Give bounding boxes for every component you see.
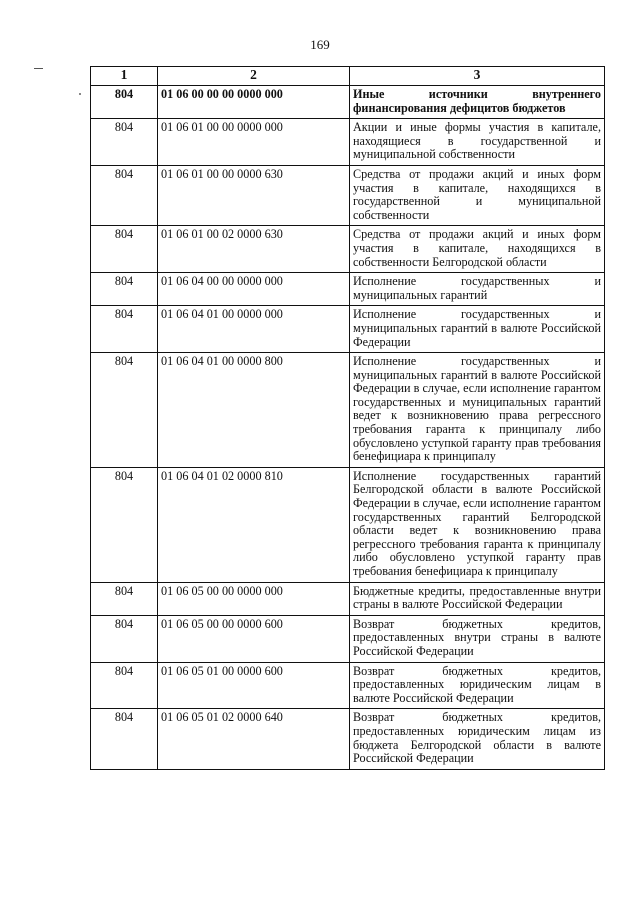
description-cell: Возврат бюджетных кредитов, предоставленных юридическим лицам в валюте Российской Федерации: [350, 662, 605, 709]
table-row: [91, 467, 605, 582]
description-cell: Исполнение государственных и муниципальных гарантий: [350, 273, 605, 306]
margin-dot: [79, 93, 81, 95]
table-row: [91, 273, 605, 306]
description-cell: Акции и иные формы участия в капитале, находящиеся в государственной и муниципальной собственности: [350, 119, 605, 166]
description-cell: Средства от продажи акций и иных форм участия в капитале, находящихся в государственной и муниципальной собственности: [350, 165, 605, 225]
table-row: [91, 615, 605, 662]
description-cell: Средства от продажи акций и иных форм участия в капитале, находящихся в собственности Белгородской области: [350, 226, 605, 273]
description-cell: Исполнение государственных и муниципальных гарантий в валюте Российской Федерации в случае, если исполнение гарантом государственных и муниципальных гарантий ведет к возникновению права регрессного требования гаранта к принципалу либо обусловлено уступкой гаранту прав требования бенефициара к принципалу: [350, 353, 605, 468]
budget-sources-table: [90, 66, 605, 770]
budget-code-cell: 01 06 01 00 00 0000 000: [158, 119, 350, 166]
table-row: [91, 226, 605, 273]
budget-code-cell: 01 06 01 00 02 0000 630: [158, 226, 350, 273]
table-row: [91, 582, 605, 615]
budget-code-cell: 01 06 04 01 00 0000 000: [158, 306, 350, 353]
budget-code-cell: 01 06 05 00 00 0000 600: [158, 615, 350, 662]
admin-code-cell: 804: [91, 226, 158, 273]
table-row: [91, 709, 605, 769]
header-col-1: 1: [91, 67, 158, 86]
description-cell: Возврат бюджетных кредитов, предоставленных юридическим лицам из бюджета Белгородской области в валюте Российской Федерации: [350, 709, 605, 769]
admin-code-cell: 804: [91, 86, 158, 119]
budget-code-cell: 01 06 04 01 02 0000 810: [158, 467, 350, 582]
header-col-2: 2: [158, 67, 350, 86]
table-row: [91, 306, 605, 353]
description-cell: Бюджетные кредиты, предоставленные внутри страны в валюте Российской Федерации: [350, 582, 605, 615]
table-row: [91, 86, 605, 119]
admin-code-cell: 804: [91, 709, 158, 769]
page-number: 169: [310, 37, 330, 52]
margin-mark: [34, 68, 43, 69]
table-row: [91, 165, 605, 225]
table-header-row: [91, 67, 605, 86]
table-row: [91, 353, 605, 468]
admin-code-cell: 804: [91, 353, 158, 468]
header-col-3: 3: [350, 67, 605, 86]
admin-code-cell: 804: [91, 306, 158, 353]
admin-code-cell: 804: [91, 165, 158, 225]
admin-code-cell: 804: [91, 273, 158, 306]
description-cell: Исполнение государственных и муниципальных гарантий в валюте Российской Федерации: [350, 306, 605, 353]
budget-code-cell: 01 06 05 00 00 0000 000: [158, 582, 350, 615]
table-row: [91, 662, 605, 709]
admin-code-cell: 804: [91, 119, 158, 166]
budget-code-cell: 01 06 01 00 00 0000 630: [158, 165, 350, 225]
description-cell: Исполнение государственных гарантий Белгородской области в валюте Российской Федерации в случае, если исполнение гарантом государственных гарантий Белгородской области ведет к возникновению права регрессного требования гаранта к принципалу либо обусловлено уступкой гаранту прав требования бенефициара к принципалу: [350, 467, 605, 582]
budget-code-cell: 01 06 05 01 00 0000 600: [158, 662, 350, 709]
description-cell: Иные источники внутреннего финансирования дефицитов бюджетов: [350, 86, 605, 119]
description-cell: Возврат бюджетных кредитов, предоставленных внутри страны в валюте Российской Федерации: [350, 615, 605, 662]
admin-code-cell: 804: [91, 662, 158, 709]
budget-code-cell: 01 06 04 00 00 0000 000: [158, 273, 350, 306]
table-row: [91, 119, 605, 166]
budget-code-cell: 01 06 05 01 02 0000 640: [158, 709, 350, 769]
admin-code-cell: 804: [91, 467, 158, 582]
admin-code-cell: 804: [91, 615, 158, 662]
budget-code-cell: 01 06 04 01 00 0000 800: [158, 353, 350, 468]
budget-code-cell: 01 06 00 00 00 0000 000: [158, 86, 350, 119]
admin-code-cell: 804: [91, 582, 158, 615]
